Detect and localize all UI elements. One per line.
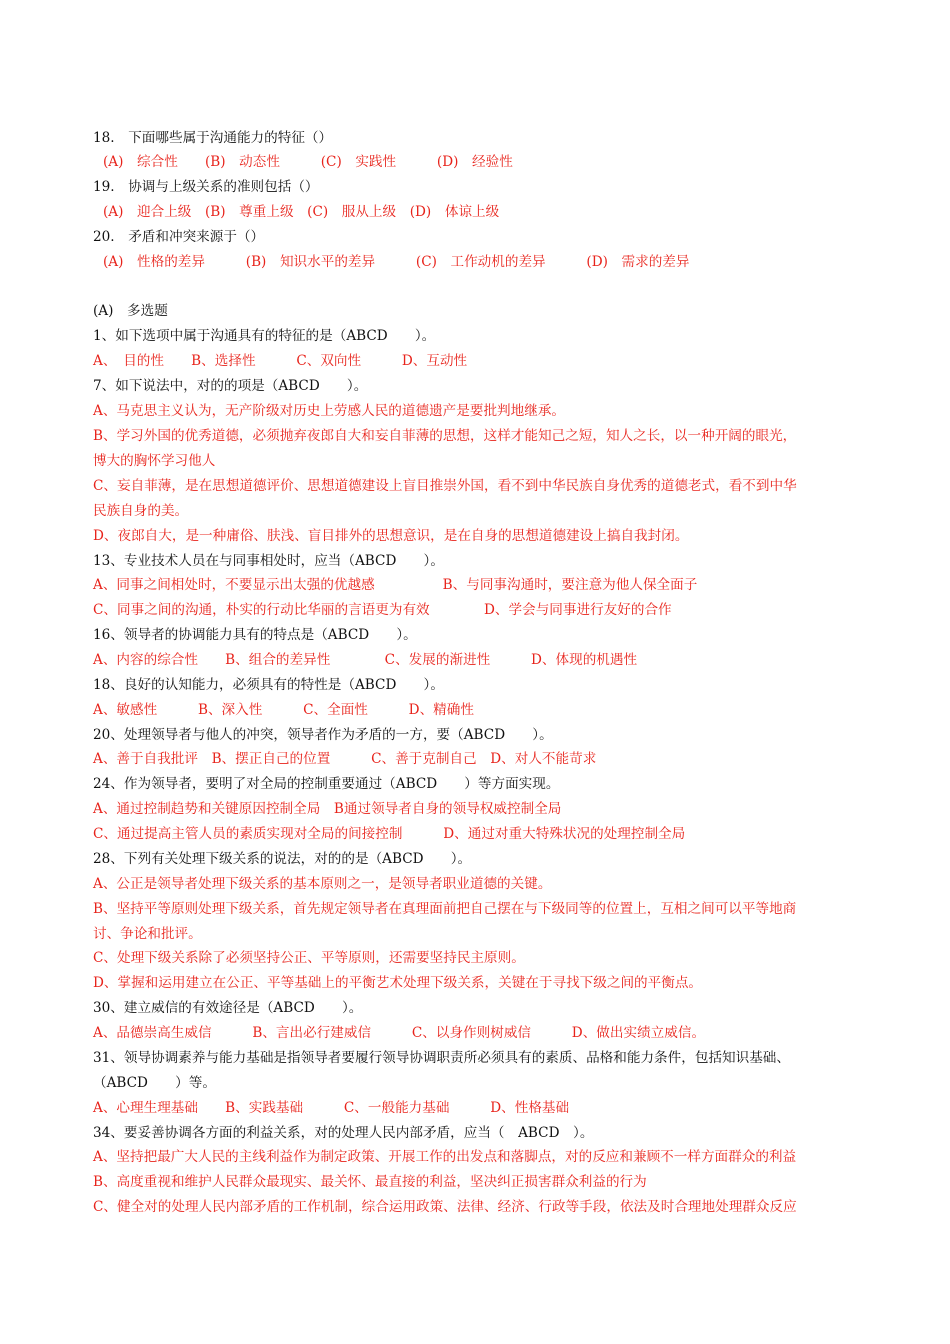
answer-options: A、通过控制趋势和关键原因控制全局 B通过领导者自身的领导权威控制全局 (93, 801, 562, 817)
question-text: 20. 矛盾和冲突来源于（） (93, 229, 265, 245)
question-text: 19. 协调与上级关系的准则包括（） (93, 179, 319, 195)
question-text: 20、处理领导者与他人的冲突，领导者作为矛盾的一方，要（ABCD ）。 (93, 727, 553, 743)
answer-option: 民族自身的美。 (93, 503, 189, 519)
answer-option: C、妄自菲薄，是在思想道德评价、思想道德建设上盲目推崇外国，看不到中华民族自身优秀的道德老式，看不到中华 (93, 478, 797, 494)
question-text: 18. 下面哪些属于沟通能力的特征（） (93, 130, 333, 146)
answer-options: (A) 迎合上级 (B) 尊重上级 (C) 服从上级 (D) 体谅上级 (103, 204, 500, 220)
answer-option: B、坚持平等原则处理下级关系，首先规定领导者在真理面前把自己摆在与下级同等的位置上，互相之间可以平等地商 (93, 901, 797, 917)
answer-option: C、处理下级关系除了必须坚持公正、平等原则，还需要坚持民主原则。 (93, 950, 525, 966)
answer-option: 博大的胸怀学习他人 (93, 453, 216, 469)
question-text: 28、下列有关处理下级关系的说法，对的的是（ABCD ）。 (93, 851, 472, 867)
answer-options: C、同事之间的沟通，朴实的行动比华丽的言语更为有效 D、学会与同事进行友好的合作 (93, 602, 672, 618)
answer-option: C、健全对的处理人民内部矛盾的工作机制，综合运用政策、法律、经济、行政等手段，依法及时合理地处理群众反应 (93, 1199, 797, 1215)
answer-options: A、内容的综合性 B、组合的差异性 C、发展的渐进性 D、体现的机遇性 (93, 652, 638, 668)
section-heading: (A) 多选题 (93, 303, 168, 319)
answer-option: D、夜郎自大，是一种庸俗、肤浅、盲目排外的思想意识，是在自身的思想道德建设上搞自我封闭。 (93, 528, 689, 544)
answer-option: D、掌握和运用建立在公正、平等基础上的平衡艺术处理下级关系，关键在于寻找下级之间的平衡点。 (93, 975, 703, 991)
answer-options: A、品德崇高生威信 B、言出必行建威信 C、以身作则树威信 D、做出实绩立威信。 (93, 1025, 706, 1041)
answer-option: 讨、争论和批评。 (93, 926, 202, 942)
answer-options: A、善于自我批评 B、摆正自己的位置 C、善于克制自己 D、对人不能苛求 (93, 751, 597, 767)
question-text: 13、专业技术人员在与同事相处时，应当（ABCD ）。 (93, 553, 444, 569)
answer-options: A、敏感性 B、深入性 C、全面性 D、精确性 (93, 702, 474, 718)
question-text: 24、作为领导者，要明了对全局的控制重要通过（ABCD ）等方面实现。 (93, 776, 560, 792)
answer-options: (A) 性格的差异 (B) 知识水平的差异 (C) 工作动机的差异 (D) 需求的差异 (103, 254, 690, 270)
answer-options: A、同事之间相处时，不要显示出太强的优越感 B、与同事沟通时，要注意为他人保全面子 (93, 577, 698, 593)
question-text: 30、建立威信的有效途径是（ABCD ）。 (93, 1000, 363, 1016)
answer-options: C、通过提高主管人员的素质实现对全局的间接控制 D、通过对重大特殊状况的处理控制全局 (93, 826, 686, 842)
answer-options: A、 目的性 B、选择性 C、双向性 D、互动性 (93, 353, 468, 369)
answer-option: A、坚持把最广大人民的主线利益作为制定政策、开展工作的出发点和落脚点，对的反应和兼顾不一样方面群众的利益 (93, 1149, 797, 1165)
answer-options: A、心理生理基础 B、实践基础 C、一般能力基础 D、性格基础 (93, 1100, 570, 1116)
question-text: 7、如下说法中，对的的项是（ABCD ）。 (93, 378, 368, 394)
answer-option: B、高度重视和维护人民群众最现实、最关怀、最直接的利益，坚决纠正损害群众利益的行为 (93, 1174, 647, 1190)
answer-option: A、马克思主义认为，无产阶级对历史上劳感人民的道德遗产是要批判地继承。 (93, 403, 566, 419)
question-text: 18、良好的认知能力，必须具有的特性是（ABCD ）。 (93, 677, 444, 693)
question-text: 16、领导者的协调能力具有的特点是（ABCD ）。 (93, 627, 417, 643)
answer-option: A、公正是领导者处理下级关系的基本原则之一，是领导者职业道德的关键。 (93, 876, 552, 892)
answer-options: (A) 综合性 (B) 动态性 (C) 实践性 (D) 经验性 (103, 154, 513, 170)
question-text: 31、领导协调素养与能力基础是指领导者要履行领导协调职责所必须具有的素质、品格和能力条件，包括知识基础、 (93, 1050, 790, 1066)
question-text: （ABCD ）等。 (93, 1075, 216, 1091)
answer-option: B、学习外国的优秀道德，必须抛弃夜郎自大和妄自菲薄的思想，这样才能知己之短，知人之长，以一种开阔的眼光， (93, 428, 797, 444)
question-text: 34、要妥善协调各方面的利益关系，对的处理人民内部矛盾，应当（ ABCD ）。 (93, 1125, 594, 1141)
question-text: 1、如下选项中属于沟通具有的特征的是（ABCD ）。 (93, 328, 436, 344)
